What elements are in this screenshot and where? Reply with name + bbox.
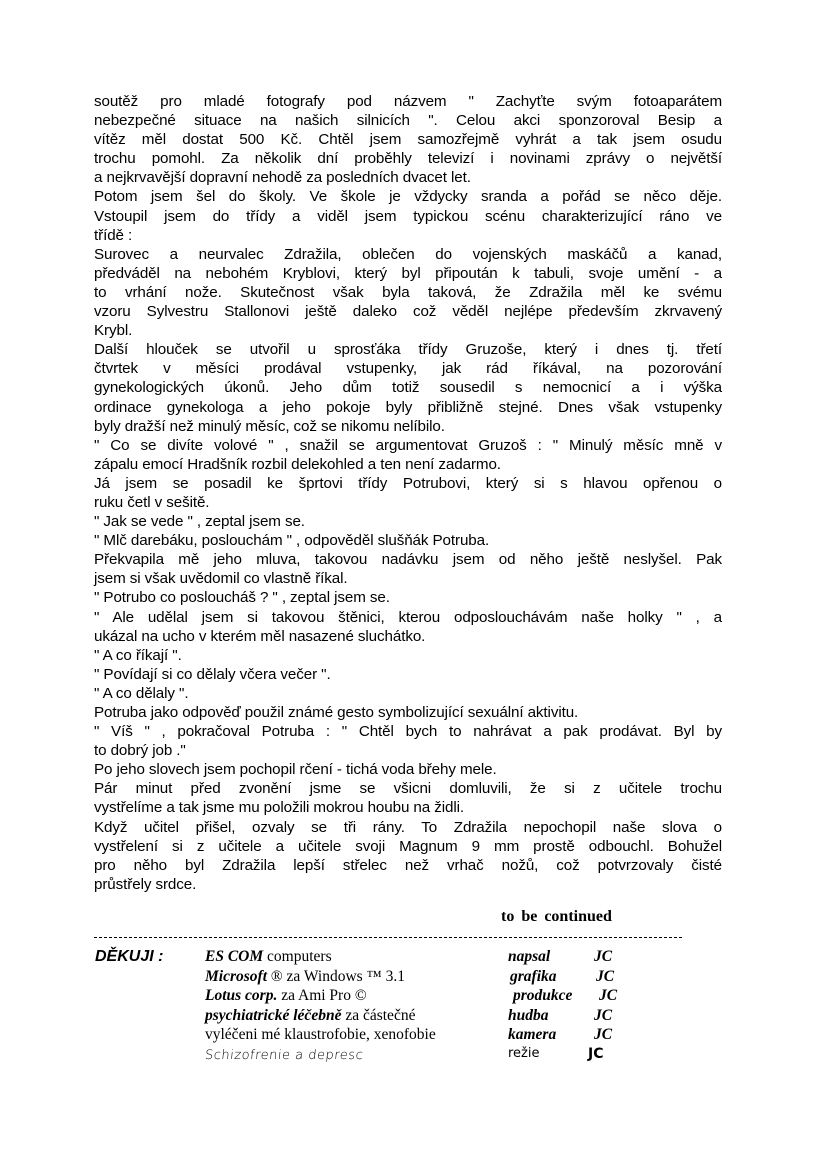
- text-line: trochu pomohl. Za několik dní proběhly televizí i novinami zprávy o největší: [94, 150, 722, 168]
- text-line: to vrhání nože. Skutečnost však byla taková, že Zdražila měl ke svému: [94, 283, 722, 301]
- text-line: vystřelení si z učitele a učitele svoji Magnum 9 mm prostě odbouchl. Bohužel: [94, 837, 722, 855]
- credits-list: [508, 948, 648, 1065]
- credit-row: produkce JC: [513, 987, 618, 1004]
- text-line: vystřelíme a tak jsme mu položili mokrou houbu na židli.: [94, 799, 465, 817]
- text-line: vzoru Sylvestru Stallonovi ještě daleko což věděl nejlépe především zkrvavený: [94, 303, 722, 321]
- text-line: " Co se divíte volové " , snažil se argumentovat Gruzoš : " Minulý měsíc mně v: [94, 436, 722, 454]
- text-line: zápalu emocí Hradšník rozbil delekohled a ten není zadarmo.: [94, 455, 501, 473]
- text-line: průstřely srdce.: [94, 875, 197, 893]
- text-line: ukázal na ucho v kterém měl nasazené sluchátko.: [94, 627, 426, 645]
- thanks-item: Lotus corp. za Ami Pro ©: [205, 987, 367, 1004]
- text-line: Další hlouček se utvořil u sprosťáka třídy Gruzoše, který i dnes tj. třetí: [94, 341, 722, 359]
- text-line: předváděl na nebohém Kryblovi, který byl připoután k tabuli, svoje umění - a: [94, 264, 722, 282]
- text-line: Já jsem se posadil ke šprtovi třídy Potrubovi, který si s hlavou opřenou o: [94, 474, 722, 492]
- text-line: " Potrubo co posloucháš ? " , zeptal jsem se.: [94, 589, 390, 607]
- text-line: " Mlč darebáku, poslouchám " , odpověděl slušňák Potruba.: [94, 532, 490, 550]
- text-line: čtvrtek v měsíci prodával vstupenky, jak rád říkával, na pozorování: [94, 360, 722, 378]
- text-line: to dobrý job .": [94, 742, 186, 760]
- text-line: vítěz měl dostat 500 Kč. Chtěl jsem samozřejmě vyhrát a tak jsem osudu: [94, 131, 722, 149]
- story-body: [94, 92, 722, 894]
- text-line: soutěž pro mladé fotografy pod názvem " Zachyťte svým fotoaparátem: [94, 93, 722, 110]
- thanks-heading: DĚKUJI :: [95, 948, 164, 965]
- text-line: " A co dělaly ".: [94, 684, 189, 702]
- text-line: třídě :: [94, 226, 133, 244]
- credit-row: hudba JC: [508, 1006, 613, 1024]
- text-line: pro něho byl Zdražila lepší střelec než vrhač nožů, což potvrzovaly čisté: [94, 856, 722, 874]
- text-line: ordinace gynekologa a jeho pokoje byly přibližně stejné. Dnes však vstupenky: [94, 398, 722, 416]
- text-line: Krybl.: [94, 322, 133, 340]
- text-line: " Povídají si co dělaly včera večer ".: [94, 665, 331, 683]
- text-line: Potruba jako odpověď použil známé gesto symbolizující sexuální aktivitu.: [94, 704, 579, 721]
- thanks-item: psychiatrické léčebně za částečné: [205, 1006, 416, 1024]
- text-line: nebezpečné situace na našich silnicích ". Celou akci sponzoroval Besip a: [94, 112, 722, 130]
- text-line: " Ale udělal jsem si takovou štěnici, kterou odposlouchávám naše holky " , a: [94, 608, 722, 626]
- credit-row: napsal JC: [508, 948, 613, 965]
- text-line: Potom jsem šel do školy. Ve škole je vždycky sranda a pořád se něco děje.: [94, 188, 722, 206]
- text-line: Když učitel přišel, ozvaly se tři rány. To Zdražila nepochopil naše slova o: [94, 818, 722, 836]
- text-line: Překvapila mě jeho mluva, takovou nadávku jsem od něho ještě neslyšel. Pak: [94, 551, 722, 569]
- thanks-item: ES COM computers: [205, 948, 332, 965]
- thanks-item: Microsoft ® za Windows ™ 3.1: [205, 967, 405, 985]
- text-line: Pár minut před zvonění jsme se všicni domluvili, že si z učitele trochu: [94, 780, 722, 798]
- text-line: a nejkrvavější dopravní nehodě za posledních dvacet let.: [94, 169, 471, 187]
- credit-row: kamera JC: [508, 1026, 613, 1043]
- thanks-item-handwritten: Schizofrenie a depresc: [204, 1047, 365, 1063]
- credit-row: grafika JC: [510, 967, 615, 985]
- text-line: byly dražší než minulý měsíc, což se nikomu nelíbilo.: [94, 417, 445, 435]
- dashed-divider: [94, 937, 682, 938]
- text-line: Po jeho slovech jsem pochopil rčení - tichá voda břehy mele.: [94, 761, 497, 779]
- thanks-list: [205, 948, 436, 1065]
- text-line: ruku četl v sešitě.: [94, 493, 210, 511]
- text-line: " A co říkají ".: [94, 646, 182, 664]
- text-line: Vstoupil jsem do třídy a viděl jsem typickou scénu charakterizující ráno ve: [94, 207, 722, 225]
- text-line: " Víš " , pokračoval Potruba : " Chtěl bych to nahrávat a pak prodávat. Byl by: [94, 723, 722, 741]
- to-be-continued-note: to be continued: [501, 908, 612, 925]
- text-line: jsem si však uvědomil co vlastně říkal.: [94, 570, 348, 588]
- credit-row: režie JC: [508, 1045, 604, 1062]
- text-line: gynekologických úkonů. Jeho dům totiž sousedil s nemocnicí a i výška: [94, 379, 722, 397]
- thanks-item: vyléčeni mé klaustrofobie, xenofobie: [205, 1026, 436, 1043]
- text-line: " Jak se vede " , zeptal jsem se.: [94, 513, 305, 531]
- text-line: Surovec a neurvalec Zdražila, oblečen do vojenských maskáčů a kanad,: [94, 245, 722, 263]
